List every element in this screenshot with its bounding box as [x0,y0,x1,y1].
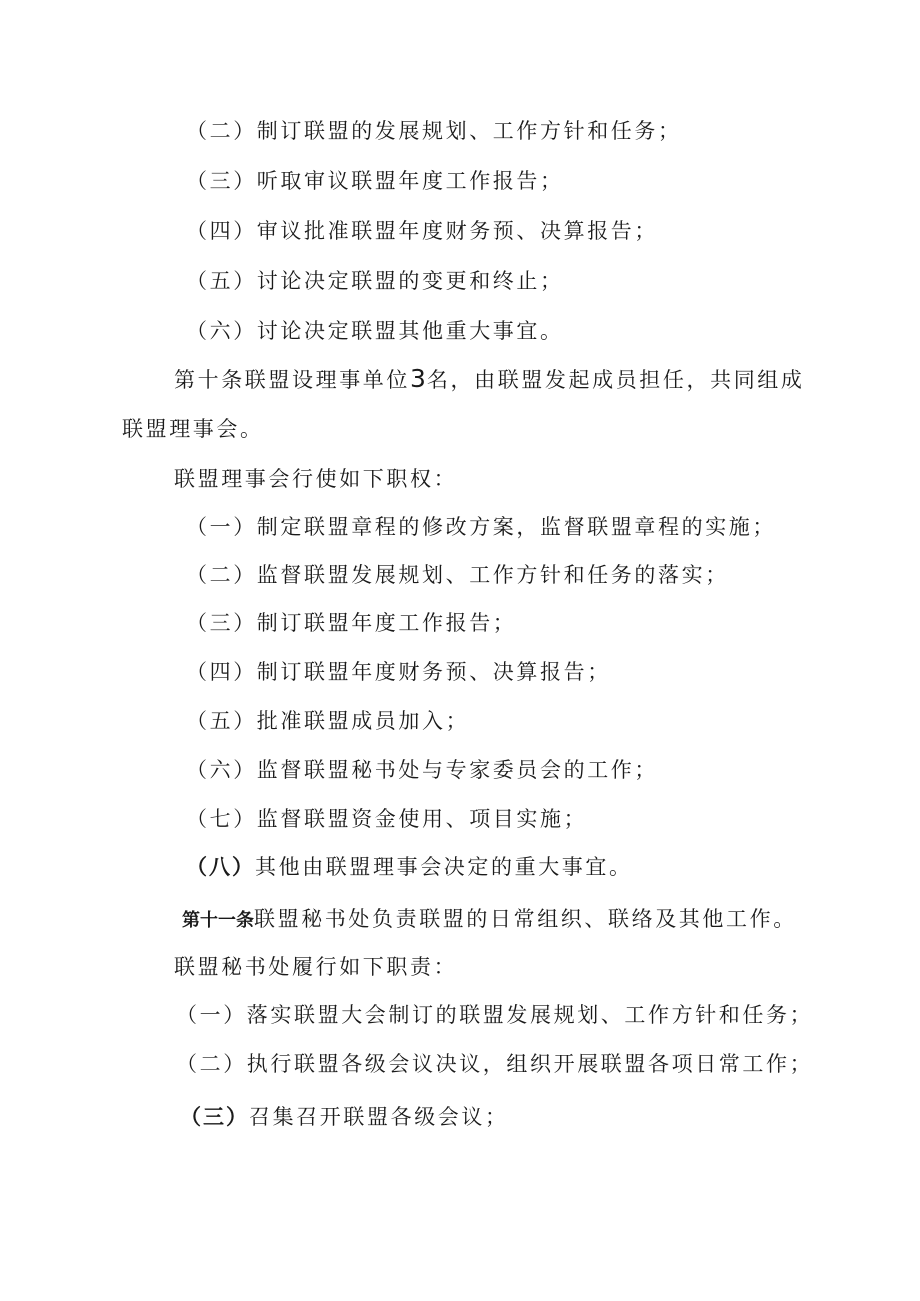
line-item-6: （六）讨论决定联盟其他重大事宜。 [186,319,564,343]
line-item-5: （五）讨论决定联盟的变更和终止； [186,269,564,293]
secretariat-duties-heading: 联盟秘书处履行如下职责： [174,955,458,979]
duty-item-3-text: 召集召开联盟各级会议； [249,1105,509,1129]
article-10-line [174,364,805,395]
power-item-4: （四）制订联盟年度财务预、决算报告； [186,660,611,684]
duty-item-3-marker: （三） [180,1105,249,1129]
article-10-suffix: 名，由联盟发起成员担任，共同组成 [426,368,805,392]
article-11-text: 联盟秘书处负责联盟的日常组织、联络及其他工作。 [254,907,797,931]
council-powers-heading: 联盟理事会行使如下职权： [174,467,458,491]
duty-item-3 [180,1102,509,1132]
power-item-2: （二）监督联盟发展规划、工作方针和任务的落实； [186,563,729,587]
power-item-8 [186,852,633,882]
article-10-prefix: 第十条联盟设理事单位 [174,368,410,392]
line-item-4: （四）审议批准联盟年度财务预、决算报告； [186,219,658,243]
power-item-8-text: 其他由联盟理事会决定的重大事宜。 [255,855,633,879]
power-item-1: （一）制定联盟章程的修改方案，监督联盟章程的实施； [186,515,776,539]
duty-item-1: （一）落实联盟大会制订的联盟发展规划、工作方针和任务； [176,1003,814,1027]
power-item-8-marker: （八） [186,855,255,879]
article-11-marker: 第十一条 [182,910,254,931]
article-10-number: 3 [410,364,427,393]
power-item-6: （六）监督联盟秘书处与专家委员会的工作； [186,758,658,782]
line-item-3: （三）听取审议联盟年度工作报告； [186,169,564,193]
article-10-continuation: 联盟理事会。 [122,417,264,441]
duty-item-2: （二）执行联盟各级会议决议，组织开展联盟各项日常工作； [176,1052,814,1076]
article-11-line [182,904,797,936]
power-item-3: （三）制订联盟年度工作报告； [186,611,517,635]
power-item-5: （五）批准联盟成员加入； [186,709,470,733]
line-item-2: （二）制订联盟的发展规划、工作方针和任务； [186,119,682,143]
power-item-7: （七）监督联盟资金使用、项目实施； [186,807,588,831]
